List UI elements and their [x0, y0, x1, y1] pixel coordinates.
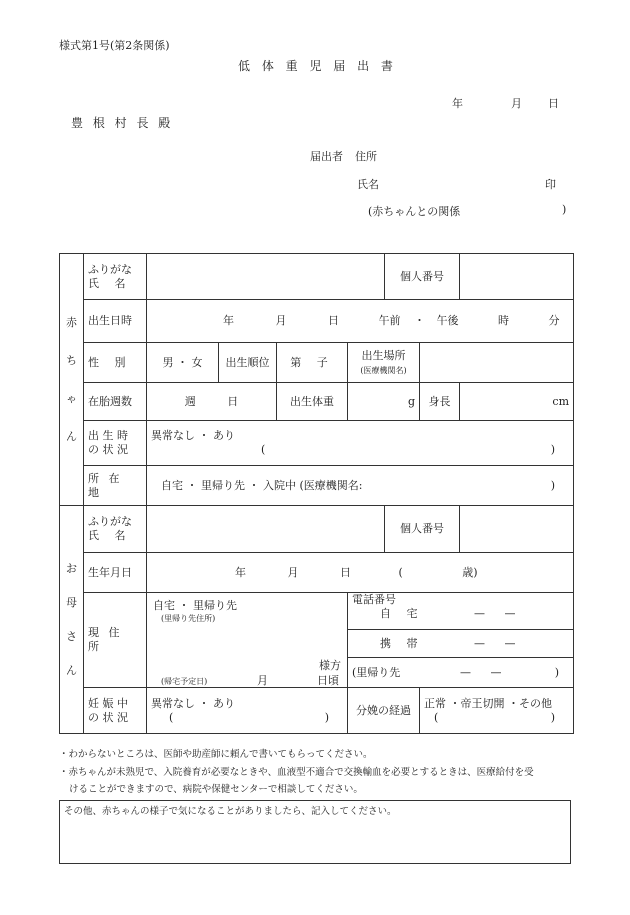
birth-condition-label: 出 生 時 の 状 況	[84, 421, 147, 466]
baby-personal-number-label: 個人番号	[385, 254, 460, 300]
sex-field[interactable]: 男 ・ 女	[147, 343, 219, 383]
pregnancy-condition-field[interactable]: 異常なし ・ あり ( )	[147, 688, 348, 734]
mother-section-label: お 母 さ ん	[60, 506, 84, 734]
baby-personal-number-field[interactable]	[460, 254, 574, 300]
sex-label: 性 別	[84, 343, 147, 383]
relation-close: )	[562, 203, 567, 216]
baby-section-label: 赤 ち ゃ ん	[60, 254, 84, 506]
gestation-label: 在胎週数	[84, 383, 147, 421]
birth-order-field[interactable]: 第 子	[277, 343, 348, 383]
document-title: 低 体 重 児 届 出 書	[238, 59, 397, 73]
date-month: 月	[511, 97, 522, 110]
mother-address-field[interactable]: 自宅 ・ 里帰り先 (里帰り先住所) 様方 (帰宅予定日) 月 日頃	[147, 593, 348, 688]
applicant-name-label: 氏名	[357, 178, 379, 191]
applicant-label: 届出者	[310, 150, 343, 163]
birth-datetime-field[interactable]: 年 月 日 午前 ・ 午後 時 分	[147, 300, 574, 343]
birthplace-label: 出生場所 (医療機関名)	[348, 343, 420, 383]
mother-name-field[interactable]	[147, 506, 385, 553]
mother-address-label: 現 住 所	[84, 593, 147, 688]
birth-condition-field[interactable]: 異常なし ・ あり ( )	[147, 421, 574, 466]
note-3: けることができますので、病院や保健センターで相談してください。	[69, 784, 363, 795]
other-notes-box[interactable]	[59, 800, 571, 864]
other-notes-label: その他、赤ちゃんの様子で気になることがありましたら、記入してください。	[64, 806, 397, 817]
addressee: 豊 根 村 長 殿	[71, 116, 174, 130]
mother-birthdate-field[interactable]: 年 月 日 ( 歳)	[147, 553, 574, 593]
form-number: 様式第1号(第2条関係)	[59, 39, 170, 52]
mother-personal-number-label: 個人番号	[385, 506, 460, 553]
location-label: 所 在 地	[84, 466, 147, 506]
phone-mobile-field[interactable]: 携 帯 — —	[348, 630, 574, 658]
birthplace-field[interactable]	[420, 343, 574, 383]
mother-name-label: ふりがな 氏 名	[84, 506, 147, 553]
relation-label: (赤ちゃんとの関係	[368, 205, 461, 218]
gestation-field[interactable]: 週 日	[147, 383, 277, 421]
birth-datetime-label: 出生日時	[84, 300, 147, 343]
applicant-address-label: 住所	[355, 150, 377, 163]
weight-label: 出生体重	[277, 383, 348, 421]
weight-field[interactable]: g	[348, 383, 420, 421]
mother-birthdate-label: 生年月日	[84, 553, 147, 593]
birth-order-label: 出生順位	[219, 343, 277, 383]
pregnancy-condition-label: 妊 娠 中 の 状 況	[84, 688, 147, 734]
location-field[interactable]: 自宅 ・ 里帰り先 ・ 入院中 (医療機関名: )	[147, 466, 574, 506]
note-1: ・わからないところは、医師や助産師に頼んで書いてもらってください。	[59, 749, 373, 760]
baby-name-field[interactable]	[147, 254, 385, 300]
note-2: ・赤ちゃんが未熟児で、入院養育が必要なときや、血液型不適合で交換輸血を必要とするときは、医療給付を受	[59, 767, 534, 778]
phone-home-field[interactable]: 電話番号 自 宅 — —	[348, 593, 574, 630]
delivery-field[interactable]: 正常 ・帝王切開 ・その他 ( )	[420, 688, 574, 734]
mother-personal-number-field[interactable]	[460, 506, 574, 553]
notification-form-table	[59, 253, 574, 734]
phone-homecoming-field[interactable]: (里帰り先 — — )	[348, 658, 574, 688]
height-field[interactable]: cm	[460, 383, 574, 421]
date-year: 年	[452, 97, 463, 110]
baby-name-label: ふりがな 氏 名	[84, 254, 147, 300]
delivery-label: 分娩の経過	[348, 688, 420, 734]
date-day: 日	[548, 97, 559, 110]
seal-mark: 印	[545, 178, 556, 191]
height-label: 身長	[420, 383, 460, 421]
